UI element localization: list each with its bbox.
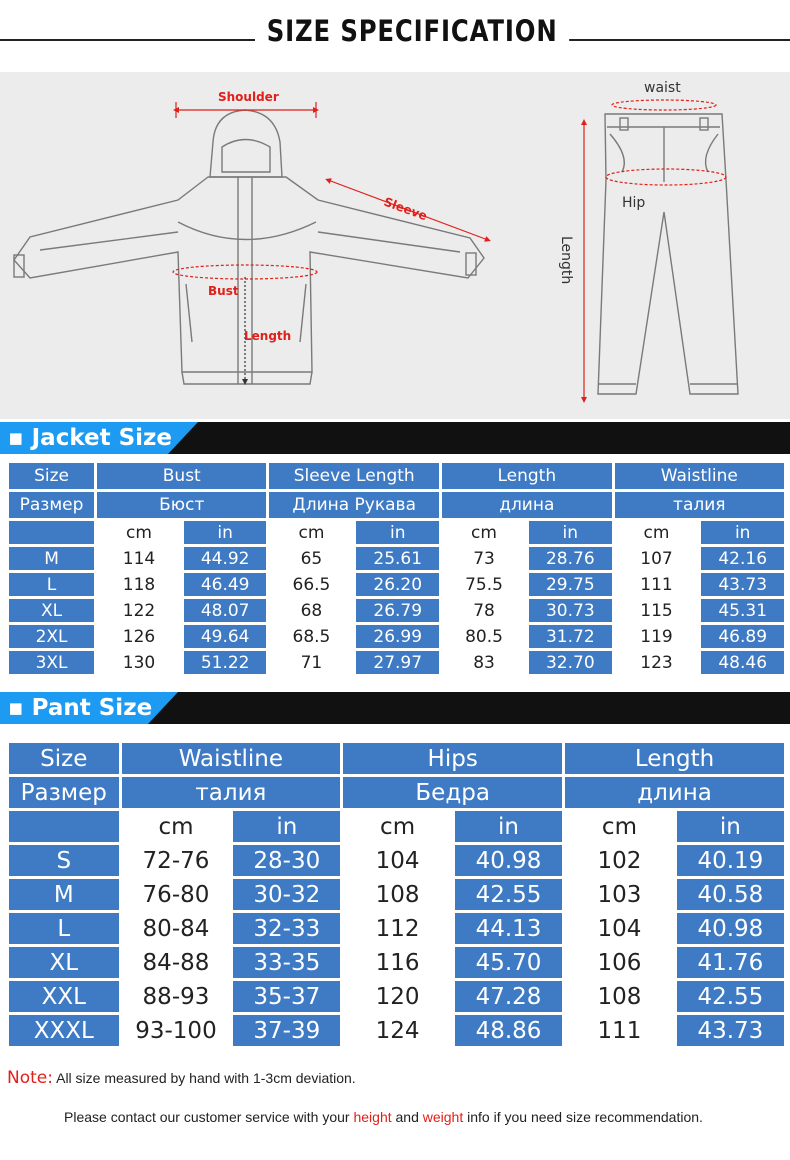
value-cell: 45.31 bbox=[701, 599, 784, 622]
value-cell: 80-84 bbox=[122, 913, 231, 944]
unit-cm: cm bbox=[615, 521, 699, 544]
value-cell: 68.5 bbox=[269, 625, 353, 648]
value-cell: 28.76 bbox=[529, 547, 612, 570]
value-cell: 73 bbox=[442, 547, 526, 570]
value-cell: 104 bbox=[343, 845, 452, 876]
table-row bbox=[9, 845, 784, 876]
value-cell: 115 bbox=[615, 599, 699, 622]
value-cell: 26.20 bbox=[356, 573, 439, 596]
size-cell: XXL bbox=[9, 981, 119, 1012]
waistline-header-ru: талия bbox=[122, 777, 341, 808]
value-cell: 108 bbox=[565, 981, 674, 1012]
value-cell: 42.55 bbox=[455, 879, 562, 910]
size-header-ru: Размер bbox=[9, 777, 119, 808]
sleeve-length-header-ru: Длина Рукава bbox=[269, 492, 439, 518]
value-cell: 25.61 bbox=[356, 547, 439, 570]
hip-label: Hip bbox=[622, 195, 646, 211]
unit-in: in bbox=[233, 811, 340, 842]
contact-height: height bbox=[353, 1109, 392, 1125]
unit-blank bbox=[9, 521, 94, 544]
value-cell: 30-32 bbox=[233, 879, 340, 910]
bust-header-ru: Бюст bbox=[97, 492, 266, 518]
table-row bbox=[9, 947, 784, 978]
value-cell: 130 bbox=[97, 651, 181, 674]
value-cell: 116 bbox=[343, 947, 452, 978]
value-cell: 41.76 bbox=[677, 947, 784, 978]
pant-section-title: ▪ Pant Size bbox=[8, 695, 153, 721]
jacket-size-table bbox=[6, 460, 787, 677]
unit-blank bbox=[9, 811, 119, 842]
pant-length-label: Length bbox=[558, 236, 574, 285]
unit-cm: cm bbox=[269, 521, 353, 544]
jacket-length-label: Length bbox=[244, 329, 292, 343]
value-cell: 107 bbox=[615, 547, 699, 570]
value-cell: 46.49 bbox=[184, 573, 267, 596]
value-cell: 29.75 bbox=[529, 573, 612, 596]
value-cell: 27.97 bbox=[356, 651, 439, 674]
value-cell: 40.98 bbox=[455, 845, 562, 876]
value-cell: 44.92 bbox=[184, 547, 267, 570]
value-cell: 40.19 bbox=[677, 845, 784, 876]
value-cell: 45.70 bbox=[455, 947, 562, 978]
size-header-ru: Размер bbox=[9, 492, 94, 518]
value-cell: 68 bbox=[269, 599, 353, 622]
unit-in: in bbox=[529, 521, 612, 544]
bust-header: Bust bbox=[97, 463, 266, 489]
value-cell: 106 bbox=[565, 947, 674, 978]
value-cell: 75.5 bbox=[442, 573, 526, 596]
value-cell: 40.98 bbox=[677, 913, 784, 944]
hips-header: Hips bbox=[343, 743, 562, 774]
table-row bbox=[9, 981, 784, 1012]
length-header-ru: длина bbox=[565, 777, 784, 808]
unit-cm: cm bbox=[97, 521, 181, 544]
length-header: Length bbox=[565, 743, 784, 774]
value-cell: 51.22 bbox=[184, 651, 267, 674]
shoulder-label: Shoulder bbox=[218, 90, 279, 104]
value-cell: 48.86 bbox=[455, 1015, 562, 1046]
size-cell: XL bbox=[9, 599, 94, 622]
pants-drawing bbox=[598, 114, 738, 394]
size-cell: L bbox=[9, 913, 119, 944]
unit-in: in bbox=[701, 521, 784, 544]
value-cell: 118 bbox=[97, 573, 181, 596]
measurement-illustration bbox=[0, 72, 790, 419]
size-header: Size bbox=[9, 463, 94, 489]
value-cell: 30.73 bbox=[529, 599, 612, 622]
length-header-ru: длина bbox=[442, 492, 612, 518]
value-cell: 42.55 bbox=[677, 981, 784, 1012]
value-cell: 124 bbox=[343, 1015, 452, 1046]
value-cell: 112 bbox=[343, 913, 452, 944]
value-cell: 108 bbox=[343, 879, 452, 910]
contact-text-2: info if you need size recommendation. bbox=[467, 1109, 703, 1125]
size-cell: 2XL bbox=[9, 625, 94, 648]
jacket-section-title: ▪ Jacket Size bbox=[8, 425, 173, 451]
value-cell: 43.73 bbox=[677, 1015, 784, 1046]
hips-header-ru: Бедра bbox=[343, 777, 562, 808]
value-cell: 72-76 bbox=[122, 845, 231, 876]
value-cell: 65 bbox=[269, 547, 353, 570]
value-cell: 42.16 bbox=[701, 547, 784, 570]
table-row bbox=[9, 651, 784, 674]
value-cell: 78 bbox=[442, 599, 526, 622]
table-row bbox=[9, 913, 784, 944]
pant-size-table bbox=[6, 740, 787, 1049]
sleeve-length-header: Sleeve Length bbox=[269, 463, 439, 489]
value-cell: 104 bbox=[565, 913, 674, 944]
jacket-unit-row bbox=[9, 521, 784, 544]
value-cell: 48.07 bbox=[184, 599, 267, 622]
unit-cm: cm bbox=[343, 811, 452, 842]
length-header: Length bbox=[442, 463, 612, 489]
value-cell: 102 bbox=[565, 845, 674, 876]
contact-text-1: Please contact our customer service with your bbox=[64, 1109, 350, 1125]
unit-cm: cm bbox=[122, 811, 231, 842]
value-cell: 33-35 bbox=[233, 947, 340, 978]
value-cell: 32-33 bbox=[233, 913, 340, 944]
value-cell: 120 bbox=[343, 981, 452, 1012]
unit-cm: cm bbox=[565, 811, 674, 842]
jacket-section-label: Jacket Size bbox=[31, 425, 173, 451]
value-cell: 44.13 bbox=[455, 913, 562, 944]
value-cell: 80.5 bbox=[442, 625, 526, 648]
bust-label: Bust bbox=[208, 284, 239, 298]
pant-header-row-ru bbox=[9, 777, 784, 808]
unit-in: in bbox=[677, 811, 784, 842]
page-title: SIZE SPECIFICATION bbox=[255, 14, 569, 48]
size-cell: L bbox=[9, 573, 94, 596]
value-cell: 35-37 bbox=[233, 981, 340, 1012]
value-cell: 93-100 bbox=[122, 1015, 231, 1046]
value-cell: 103 bbox=[565, 879, 674, 910]
unit-in: in bbox=[455, 811, 562, 842]
unit-in: in bbox=[184, 521, 267, 544]
jacket-header-row-ru bbox=[9, 492, 784, 518]
value-cell: 49.64 bbox=[184, 625, 267, 648]
title-banner bbox=[0, 0, 790, 70]
pant-section-bar bbox=[0, 692, 790, 724]
table-row bbox=[9, 599, 784, 622]
value-cell: 122 bbox=[97, 599, 181, 622]
contact-and: and bbox=[395, 1109, 419, 1125]
value-cell: 88-93 bbox=[122, 981, 231, 1012]
waistline-header: Waistline bbox=[615, 463, 784, 489]
value-cell: 46.89 bbox=[701, 625, 784, 648]
value-cell: 126 bbox=[97, 625, 181, 648]
value-cell: 76-80 bbox=[122, 879, 231, 910]
sleeve-label: Sleeve bbox=[381, 194, 430, 224]
size-cell: 3XL bbox=[9, 651, 94, 674]
garment-diagram bbox=[0, 72, 790, 419]
size-cell: XXXL bbox=[9, 1015, 119, 1046]
table-row bbox=[9, 625, 784, 648]
value-cell: 83 bbox=[442, 651, 526, 674]
value-cell: 71 bbox=[269, 651, 353, 674]
value-cell: 37-39 bbox=[233, 1015, 340, 1046]
value-cell: 43.73 bbox=[701, 573, 784, 596]
value-cell: 26.99 bbox=[356, 625, 439, 648]
contact-weight: weight bbox=[422, 1109, 464, 1125]
size-cell: S bbox=[9, 845, 119, 876]
size-header: Size bbox=[9, 743, 119, 774]
value-cell: 26.79 bbox=[356, 599, 439, 622]
unit-cm: cm bbox=[442, 521, 526, 544]
value-cell: 40.58 bbox=[677, 879, 784, 910]
contact-line bbox=[64, 1109, 703, 1125]
note-text: All size measured by hand with 1-3cm deviation. bbox=[56, 1070, 356, 1086]
waist-label: waist bbox=[644, 80, 681, 96]
value-cell: 123 bbox=[615, 651, 699, 674]
value-cell: 47.28 bbox=[455, 981, 562, 1012]
table-row bbox=[9, 547, 784, 570]
table-row bbox=[9, 879, 784, 910]
value-cell: 119 bbox=[615, 625, 699, 648]
note-label: Note: bbox=[7, 1068, 53, 1088]
waistline-header-ru: талия bbox=[615, 492, 784, 518]
waistline-header: Waistline bbox=[122, 743, 341, 774]
value-cell: 48.46 bbox=[701, 651, 784, 674]
table-row bbox=[9, 1015, 784, 1046]
value-cell: 31.72 bbox=[529, 625, 612, 648]
note-line bbox=[7, 1068, 356, 1088]
pant-unit-row bbox=[9, 811, 784, 842]
size-cell: M bbox=[9, 547, 94, 570]
jacket-measure-lines bbox=[173, 102, 488, 382]
value-cell: 111 bbox=[565, 1015, 674, 1046]
size-cell: M bbox=[9, 879, 119, 910]
size-cell: XL bbox=[9, 947, 119, 978]
pant-section-label: Pant Size bbox=[31, 695, 153, 721]
table-row bbox=[9, 573, 784, 596]
jacket-header-row bbox=[9, 463, 784, 489]
value-cell: 114 bbox=[97, 547, 181, 570]
value-cell: 66.5 bbox=[269, 573, 353, 596]
value-cell: 84-88 bbox=[122, 947, 231, 978]
pant-header-row bbox=[9, 743, 784, 774]
value-cell: 111 bbox=[615, 573, 699, 596]
value-cell: 28-30 bbox=[233, 845, 340, 876]
unit-in: in bbox=[356, 521, 439, 544]
jacket-section-bar bbox=[0, 422, 790, 454]
value-cell: 32.70 bbox=[529, 651, 612, 674]
